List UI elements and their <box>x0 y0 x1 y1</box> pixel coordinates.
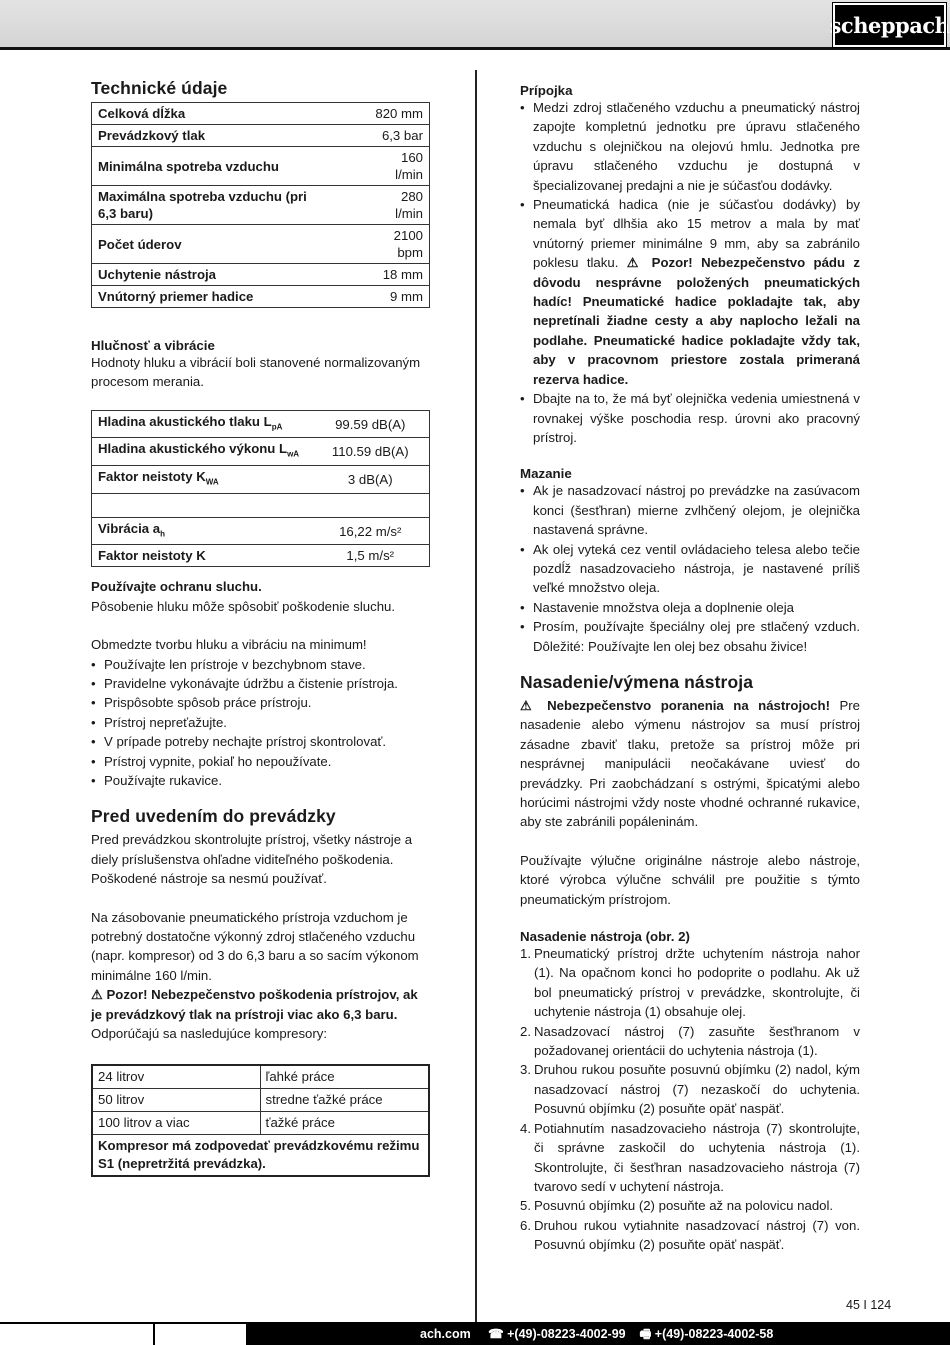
vib-value: 16,22 m/s² <box>312 517 430 545</box>
compressor-table <box>91 1064 430 1177</box>
hearing-bold: Používajte ochranu sluchu. <box>91 579 262 595</box>
table-row-spacer <box>92 493 430 517</box>
list-item <box>520 195 860 389</box>
comp-size: 100 litrov a viac <box>92 1111 260 1134</box>
tech-value: 2100 bpm <box>367 225 430 264</box>
footer-web: ach.com <box>420 1327 471 1341</box>
noise-sub: WA <box>205 477 219 487</box>
step-number: 5. <box>520 1198 531 1214</box>
vib-label: Faktor neistoty K <box>98 548 206 564</box>
noise-value: 99.59 dB(A) <box>312 410 430 438</box>
table-row <box>92 264 430 286</box>
footer-block <box>155 1324 246 1345</box>
limit-intro: Obmedzte tvorbu hluku a vibráciu na minimum! <box>91 637 367 653</box>
step-number: 3. <box>520 1062 531 1078</box>
table-row <box>92 1065 429 1089</box>
tech-label: Prevádzkový tlak <box>92 125 367 147</box>
list-item <box>520 1119 860 1197</box>
step-text: Druhou rukou posuňte posuvnú objímku (2) nadol, kým nasadzovací nástroj (7) nezaskočí do uchytenia. Posuvnú objímku (2) posuňte opäť naspäť. <box>534 1062 860 1117</box>
noise-intro: Hodnoty hluku a vibrácií boli stanovené normalizovaným procesom merania. <box>91 355 421 390</box>
tech-value: 9 mm <box>367 286 430 308</box>
lube-title: Mazanie <box>520 466 572 482</box>
tech-value: 18 mm <box>367 264 430 286</box>
noise-value: 3 dB(A) <box>312 466 430 494</box>
table-row <box>92 225 430 264</box>
table-row <box>92 286 430 308</box>
step-number: 4. <box>520 1120 531 1136</box>
list-item <box>520 944 860 1022</box>
footer-block <box>0 1324 153 1345</box>
hose-text: Pneumatická hadica (nie je súčasťou dodávky) by nemala byť dlhšia ako 15 metrov a mala by mať vnútorný priemer minimálne 9 mm, aby sa zabránilo poklesu tlaku. <box>533 197 860 271</box>
table-row <box>92 517 430 545</box>
comp-size: 24 litrov <box>92 1065 260 1089</box>
list-item: • Prosím, používajte špeciálny olej pre stlačený vzduch. Dôležité: Používajte len olej bez obsahu živice! <box>520 617 860 656</box>
tool-sub-title: Nasadenie nástroja (obr. 2) <box>520 929 690 945</box>
table-row <box>92 1088 429 1111</box>
tech-label: Celková dĺžka <box>92 103 367 125</box>
tech-value: 820 mm <box>367 103 430 125</box>
tech-value: 6,3 bar <box>367 125 430 147</box>
comp-size: 50 litrov <box>92 1088 260 1111</box>
list-item: • Prispôsobte spôsob práce prístroju. <box>91 693 431 712</box>
page-number: 45 I 124 <box>846 1298 892 1312</box>
list-item: • Prístroj vypnite, pokiaľ ho nepoužívate. <box>91 752 431 771</box>
start-p2: Na zásobovanie pneumatického prístroja vzduchom je potrebný dostatočne výkonný zdroj stlačeného vzduchu (napr. kompresor) od 3 do 6,3 baru a so sacím výkonom minimálne 160 l/min. <box>91 909 419 983</box>
list-item: • V prípade potreby nechajte prístroj skontrolovať. <box>91 732 431 751</box>
list-item <box>520 1196 860 1215</box>
vib-value: 1,5 m/s² <box>312 545 430 567</box>
conn-list <box>520 98 860 447</box>
conn-title: Prípojka <box>520 83 573 98</box>
vib-sub: h <box>160 529 165 539</box>
list-item: • Nastavenie množstva oleja a doplnenie oleja <box>520 598 860 617</box>
table-row <box>92 1134 429 1176</box>
tech-label: Uchytenie nástroja <box>92 264 367 286</box>
comp-note: Kompresor má zodpovedať prevádzkovému režimu S1 (nepretržitá prevádzka). <box>92 1134 429 1176</box>
noise-label: Hladina akustického tlaku L <box>98 413 272 429</box>
list-item: • Ak je nasadzovací nástroj po prevádzke na zasúvacom konci (šesťhran) mierne zvlhčený olejom, je olejnička nastavená správne. <box>520 481 860 539</box>
step-text: Posuvnú objímku (2) posuňte až na polovicu nadol. <box>534 1198 834 1214</box>
noise-value: 110.59 dB(A) <box>312 438 430 466</box>
step-number: 2. <box>520 1023 531 1039</box>
vib-label: Vibrácia a <box>98 520 161 536</box>
right-column <box>520 78 860 1255</box>
tech-value: 160 l/min <box>367 147 430 186</box>
step-number: 6. <box>520 1217 531 1233</box>
tool-p2: Používajte výlučne originálne nástroje alebo nástroje, ktoré výrobca výlučne schválil pre použitie s týmto pneumatickým prístrojom. <box>520 852 860 907</box>
lube-list <box>520 481 860 656</box>
table-row <box>92 103 430 125</box>
list-item <box>520 1022 860 1061</box>
list-item: • Medzi zdroj stlačeného vzduchu a pneumatický nástroj zapojte kompletnú jednotku pre úpravu stlačeného vzduchu s olejničkou na olejovú hmlu. Jednotka pre úpravu stlačeného vzduchu je dostupná v špecializovanej predajni a nie je súčasťou dodávky. <box>520 98 860 195</box>
tool-title: Nasadenie/výmena nástroja <box>520 671 754 692</box>
comp-use: ľahké práce <box>260 1065 429 1089</box>
tech-table <box>91 102 430 308</box>
table-row <box>92 1111 429 1134</box>
start-title: Pred uvedením do prevádzky <box>91 806 336 827</box>
table-row <box>92 186 430 225</box>
noise-table <box>91 410 430 568</box>
noise-label: Hladina akustického výkonu L <box>98 441 288 457</box>
start-warning: ⚠ Pozor! Nebezpečenstvo poškodenia prístrojov, ak je prevádzkový tlak na prístroji viac ako 6,3 baru. <box>91 987 418 1022</box>
hose-warning: ⚠ Pozor! Nebezpečenstvo pádu z dôvodu nesprávne položených pneumatických hadíc! Pneumatické hadice pokladajte tak, aby nepretínali žiadne cesty a aby naplocho ležali na podlahe. Pneumatické hadice pokladajte vždy tak, aby v pracovnom priestore zostala primeraná rezerva hadice. <box>533 255 860 387</box>
tech-title: Technické údaje <box>91 78 228 98</box>
footer-fax: 🖷 +(49)-08223-4002-58 <box>639 1327 774 1341</box>
footer-phone: ☎ +(49)-08223-4002-99 <box>488 1327 626 1341</box>
step-text: Potiahnutím nasadzovacieho nástroja (7) skontrolujte, či správne zaskočil do uchytenia nástroja (1). Skontrolujte, či šesťhran nasadzovacieho nástroja (7) tvarovo sedí v uchytení nástroja. <box>534 1120 860 1194</box>
limit-list <box>91 655 431 791</box>
noise-sub: pA <box>271 422 283 432</box>
step-number: 1. <box>520 946 531 962</box>
list-item: • Dbajte na to, že má byť olejnička vedenia umiestnená v rovnakej výške poschodia resp. úrovni ako pracovný prístroj. <box>520 389 860 447</box>
list-item: • Ak olej vyteká cez ventil ovládacieho telesa alebo tečie pozdĺž nasadzovacieho nástroja, je nastavené príliš veľké množstvo oleja. <box>520 540 860 598</box>
list-item <box>520 1216 860 1255</box>
list-item: • Používajte len prístroje v bezchybnom stave. <box>91 655 431 674</box>
tech-value: 280 l/min <box>367 186 430 225</box>
step-text: Druhou rukou vytiahnite nasadzovací nástroj (7) von. Posuvnú objímku (2) posuňte opäť naspäť. <box>534 1217 860 1253</box>
table-row <box>92 125 430 147</box>
list-item <box>520 1060 860 1118</box>
tech-label: Maximálna spotreba vzduchu (pri 6,3 baru) <box>92 186 367 225</box>
noise-title: Hlučnosť a vibrácie <box>91 338 215 353</box>
tool-steps <box>520 944 860 1255</box>
tool-warning: ⚠ Nebezpečenstvo poranenia na nástrojoch! <box>520 697 830 713</box>
noise-sub: wA <box>287 450 300 460</box>
table-row <box>92 438 430 466</box>
list-item: • Prístroj nepreťažujte. <box>91 713 431 732</box>
step-text: Pneumatický prístroj držte uchytením nástroja nahor (1). Na opačnom konci ho podoprite o podlahu. Ak už bol pneumatický prístroj v prevádzke, skontrolujte, či uchytenie nástroja (1) obsahuje olej. <box>534 946 860 1020</box>
step-text: Nasadzovací nástroj (7) zasuňte šesťhranom v požadovanej orientácii do uchytenia nástroja (1). <box>534 1023 860 1059</box>
noise-label: Faktor neistoty K <box>98 469 206 485</box>
tool-p1: Pre nasadenie alebo výmenu nástrojov sa musí prístroj zásadne zbaviť tlaku, pretože sa prístroj môže pri nesprávnej manipulácii neočakávane uviesť do prevádzky. Pri zaobchádzaní s ostrými, špicatými alebo horúcimi nástrojmi vždy noste vhodné ochranné rukavice, aby ste zabránili popáleninám. <box>520 697 861 830</box>
table-row <box>92 545 430 567</box>
comp-use: stredne ťažké práce <box>260 1088 429 1111</box>
list-item: • Používajte rukavice. <box>91 771 431 790</box>
header-band <box>0 0 950 50</box>
footer-contact <box>420 1325 773 1345</box>
left-column <box>91 78 431 1177</box>
hearing-text: Pôsobenie hluku môže spôsobiť poškodenie sluchu. <box>91 598 396 614</box>
table-row <box>92 147 430 186</box>
brand-logo: scheppach <box>833 3 946 47</box>
start-p3: Odporúčajú sa nasledujúce kompresory: <box>91 1026 328 1042</box>
start-p1: Pred prevádzkou skontrolujte prístroj, všetky nástroje a diely príslušenstva ohľadne viditeľného poškodenia. Poškodené nástroje sa nesmú používať. <box>91 832 413 887</box>
column-divider <box>475 70 477 1345</box>
table-row <box>92 466 430 494</box>
tech-label: Vnútorný priemer hadice <box>92 286 367 308</box>
table-row <box>92 410 430 438</box>
list-item: • Pravidelne vykonávajte údržbu a čistenie prístroja. <box>91 674 431 693</box>
tech-label: Počet úderov <box>92 225 367 264</box>
comp-use: ťažké práce <box>260 1111 429 1134</box>
tech-label: Minimálna spotreba vzduchu <box>92 147 367 186</box>
